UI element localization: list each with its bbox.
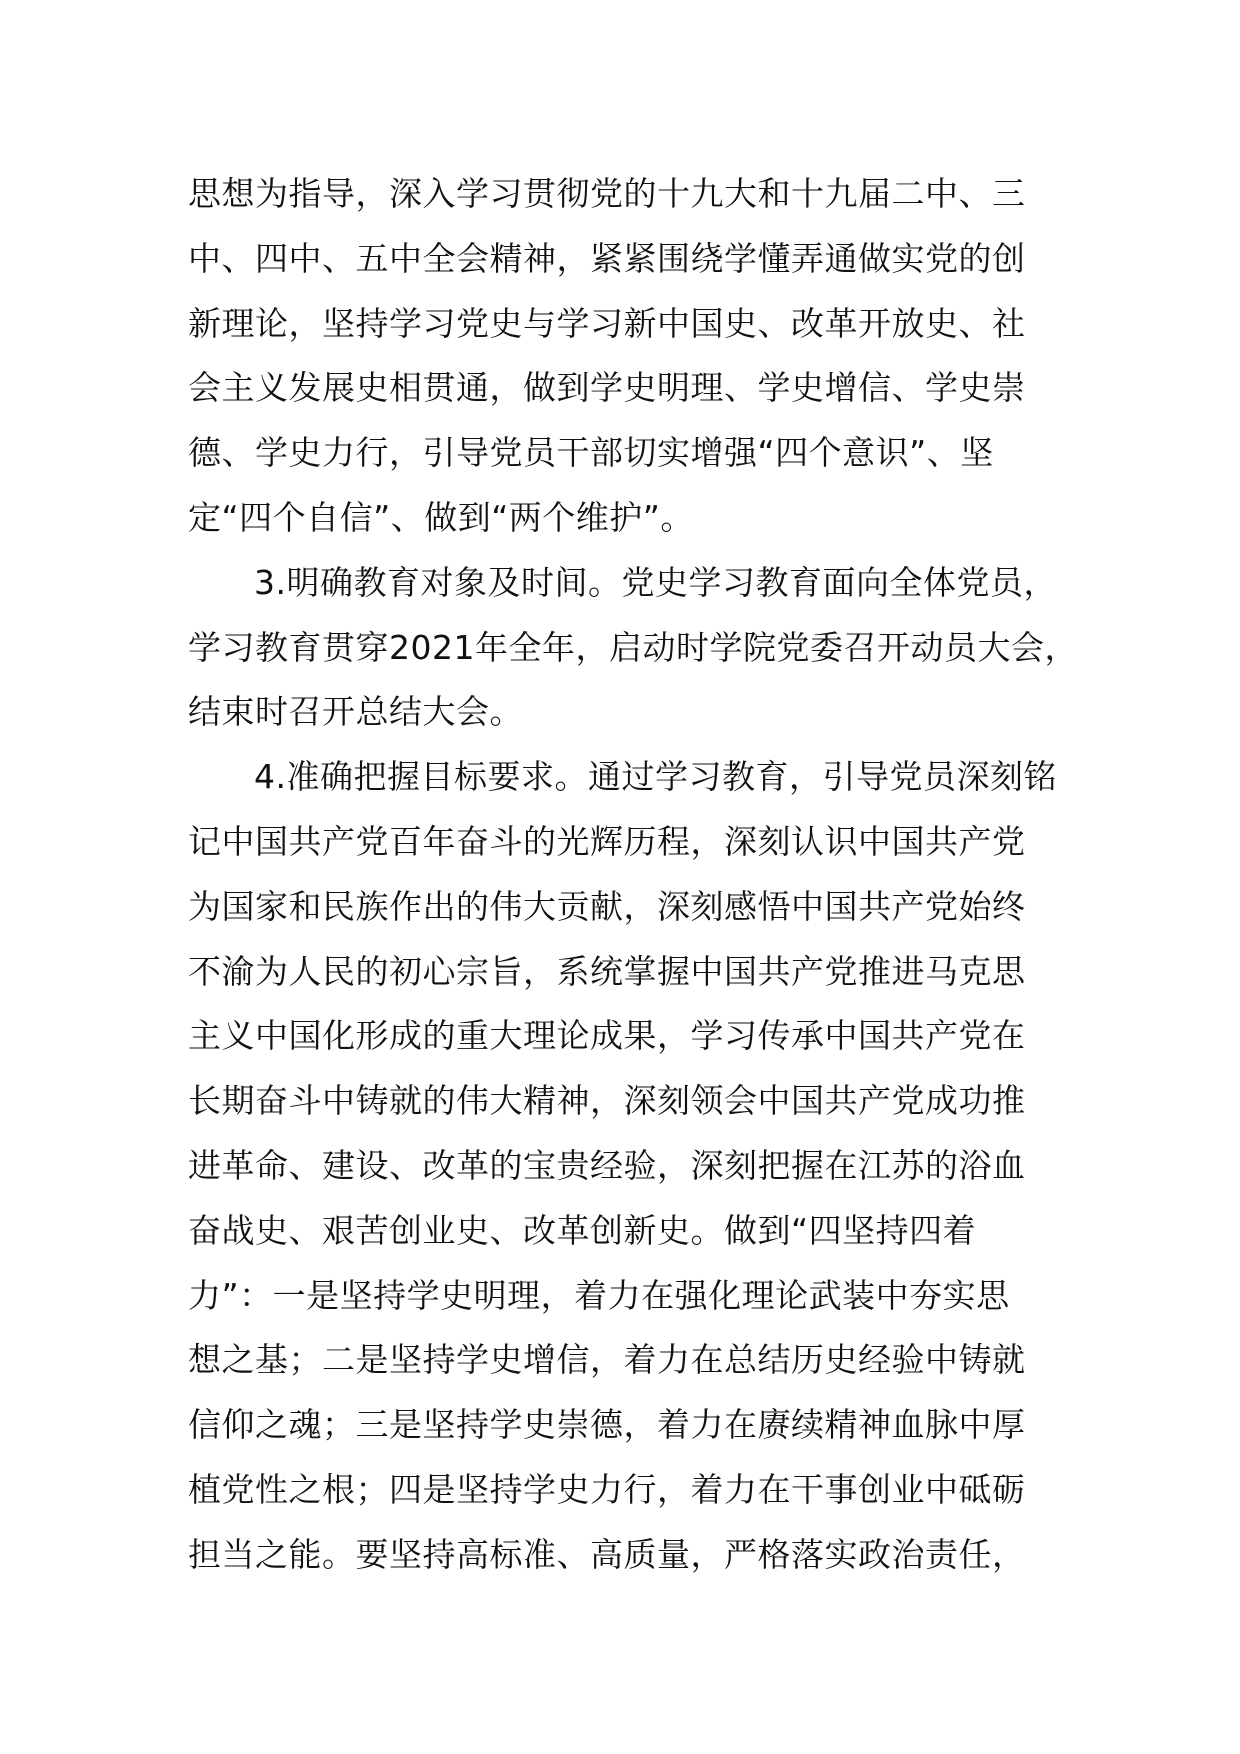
text-line: 担当之能。要坚持高标准、高质量，严格落实政治责任， xyxy=(188,1534,1026,1574)
text-line: 学习教育贯穿2021年全年，启动时学院党委召开动员大会， xyxy=(188,627,1078,667)
text-line: 植党性之根；四是坚持学史力行，着力在干事创业中砥砺 xyxy=(188,1469,1026,1509)
text-line: 长期奋斗中铸就的伟大精神，深刻领会中国共产党成功推 xyxy=(188,1081,1026,1121)
text-line: 不渝为人民的初心宗旨，系统掌握中国共产党推进马克思 xyxy=(188,951,1026,991)
text-line: 新理论，坚持学习党史与学习新中国史、改革开放史、社 xyxy=(188,303,1026,343)
text-line: 定“四个自信”、做到“两个维护”。 xyxy=(188,497,694,537)
text-line: 奋战史、艰苦创业史、改革创新史。做到“四坚持四着 xyxy=(188,1210,977,1250)
text-line: 主义中国化形成的重大理论成果，学习传承中国共产党在 xyxy=(188,1016,1026,1056)
text-line: 结束时召开总结大会。 xyxy=(188,692,523,732)
text-line: 记中国共产党百年奋斗的光辉历程，深刻认识中国共产党 xyxy=(188,821,1026,861)
text-line: 思想为指导，深入学习贯彻党的十九大和十九届二中、三 xyxy=(188,174,1026,213)
text-line: 会主义发展史相贯通，做到学史明理、学史增信、学史崇 xyxy=(188,368,1026,408)
paragraph-guiding-ideology xyxy=(188,162,1056,551)
paragraph-education-target-time xyxy=(188,551,1078,745)
text-line-indented: 4.准确把握目标要求。通过学习教育，引导党员深刻铭 xyxy=(254,757,1057,797)
paragraph-goal-requirements xyxy=(188,745,1056,1587)
text-line-indented: 3.明确教育对象及时间。党史学习教育面向全体党员， xyxy=(254,562,1057,602)
text-line: 中、四中、五中全会精神，紧紧围绕学懂弄通做实党的创 xyxy=(188,238,1026,278)
body-text xyxy=(188,162,1078,1588)
text-line: 想之基；二是坚持学史增信，着力在总结历史经验中铸就 xyxy=(188,1340,1026,1380)
text-line: 力”：一是坚持学史明理，着力在强化理论武装中夯实思 xyxy=(188,1275,1010,1315)
text-line: 德、学史力行，引导党员干部切实增强“四个意识”、坚 xyxy=(188,433,994,473)
text-line: 为国家和民族作出的伟大贡献，深刻感悟中国共产党始终 xyxy=(188,886,1026,926)
text-line: 进革命、建设、改革的宝贵经验，深刻把握在江苏的浴血 xyxy=(188,1145,1026,1185)
text-line: 信仰之魂；三是坚持学史崇德，着力在赓续精神血脉中厚 xyxy=(188,1405,1026,1445)
